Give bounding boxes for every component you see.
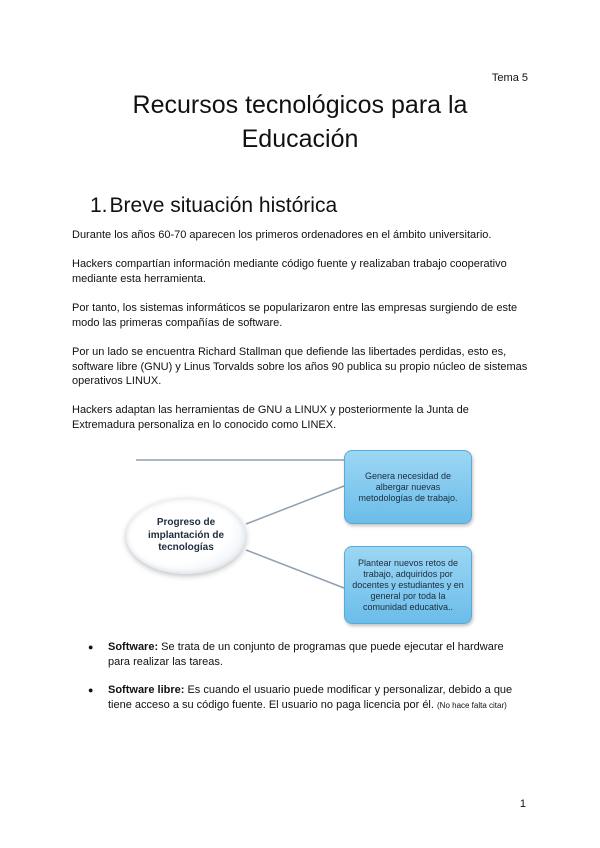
definition-software-libre: Es cuando el usuario puede modificar y personalizar, debido a que tiene acceso a su código fuente. El usuario no paga licencia por él.	[108, 684, 513, 711]
title-line-2: Educación	[241, 125, 359, 153]
center-node-label: Progreso de implantación de tecnologías	[147, 517, 225, 554]
outcome-box-upper-text: Genera necesidad de albergar nuevas metodologías de trabajo.	[358, 470, 458, 503]
list-item	[88, 640, 528, 669]
paragraph-2: Hackers compartían información mediante código fuente y realizaban trabajo cooperativo mediante esta herramienta.	[72, 258, 507, 285]
definition-list	[88, 640, 528, 727]
paragraph-5: Hackers adaptan las herramientas de GNU a LINUX y posteriormente la Junta de Extremadura personaliza en lo conocido como LINEX.	[72, 404, 469, 431]
citation-note: (No hace falta citar)	[437, 700, 507, 710]
center-node	[126, 498, 246, 574]
outcome-box-upper	[344, 450, 472, 524]
concept-diagram	[120, 446, 490, 626]
connector-lower	[246, 550, 344, 588]
topic-label: Tema 5	[491, 72, 528, 84]
paragraph-1: Durante los años 60-70 aparecen los primeros ordenadores en el ámbito universitario.	[72, 229, 492, 241]
page-number: 1	[519, 798, 526, 810]
title-line-1: Recursos tecnológicos para la	[132, 91, 468, 119]
outcome-box-lower	[344, 546, 472, 624]
term-software-libre: Software libre:	[108, 684, 185, 696]
paragraph-4: Por un lado se encuentra Richard Stallman que defiende las libertades perdidas, esto es, software libre (GNU) y Linus Torvalds sobre los años 90 publica su propio núcleo de sistemas operativos LINUX.	[72, 346, 528, 387]
connector-upper	[246, 486, 344, 524]
paragraph-3: Por tanto, los sistemas informáticos se popularizaron entre las empresas surgiendo de este modo las primeras compañías de software.	[72, 302, 518, 329]
term-software: Software:	[108, 641, 159, 653]
section-title: Breve situación histórica	[109, 194, 338, 217]
section-number: 1.	[90, 194, 108, 217]
list-item	[88, 683, 528, 713]
outcome-box-lower-text: Plantear nuevos retos de trabajo, adquiridos por docentes y estudiantes y en general por toda la comunidad educativa..	[352, 557, 464, 612]
document-title	[60, 88, 540, 156]
section-heading	[90, 194, 337, 218]
definition-software: Se trata de un conjunto de programas que puede ejecutar el hardware para realizar las tareas.	[108, 641, 504, 668]
